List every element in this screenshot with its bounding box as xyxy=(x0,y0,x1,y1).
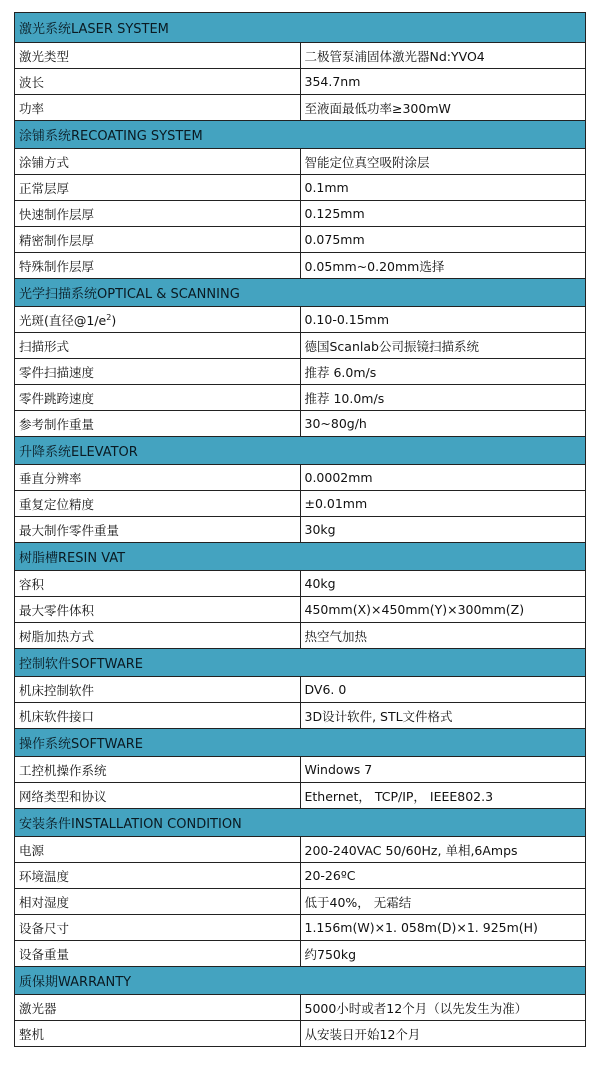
row-label: 环境温度 xyxy=(15,863,301,889)
row-value: DV6. 0 xyxy=(300,677,586,703)
row-label-suffix: ) xyxy=(111,312,117,328)
table-row xyxy=(15,995,586,1021)
row-value: 从安装日开始12个月 xyxy=(300,1021,586,1047)
table-row xyxy=(15,757,586,783)
row-value: 热空气加热 xyxy=(300,623,586,649)
section-header xyxy=(15,543,586,571)
section-title: 激光系统LASER SYSTEM xyxy=(15,13,586,43)
spec-table xyxy=(14,12,586,1047)
row-label: 快速制作层厚 xyxy=(15,201,301,227)
section-header xyxy=(15,967,586,995)
row-value: 200-240VAC 50/60Hz, 单相,6Amps xyxy=(300,837,586,863)
row-value: 智能定位真空吸附涂层 xyxy=(300,149,586,175)
row-value: 0.125mm xyxy=(300,201,586,227)
row-label xyxy=(15,307,301,333)
row-value: 40kg xyxy=(300,571,586,597)
row-value: 30kg xyxy=(300,517,586,543)
row-label: 机床控制软件 xyxy=(15,677,301,703)
row-label: 零件跳跨速度 xyxy=(15,385,301,411)
row-label: 垂直分辨率 xyxy=(15,465,301,491)
table-row xyxy=(15,703,586,729)
table-row xyxy=(15,465,586,491)
row-label: 相对湿度 xyxy=(15,889,301,915)
table-row xyxy=(15,783,586,809)
row-value: 至液面最低功率≥300mW xyxy=(300,95,586,121)
row-label: 电源 xyxy=(15,837,301,863)
row-value: ±0.01mm xyxy=(300,491,586,517)
row-value: 推荐 6.0m/s xyxy=(300,359,586,385)
row-label: 激光器 xyxy=(15,995,301,1021)
row-value: 推荐 10.0m/s xyxy=(300,385,586,411)
row-value: 约750kg xyxy=(300,941,586,967)
row-value: Windows 7 xyxy=(300,757,586,783)
table-row xyxy=(15,677,586,703)
table-row xyxy=(15,175,586,201)
table-row xyxy=(15,307,586,333)
row-label-text: 光斑(直径@1/e xyxy=(19,312,107,328)
section-header xyxy=(15,809,586,837)
section-header xyxy=(15,121,586,149)
table-row xyxy=(15,95,586,121)
row-label: 零件扫描速度 xyxy=(15,359,301,385)
table-row xyxy=(15,227,586,253)
row-value: 450mm(X)×450mm(Y)×300mm(Z) xyxy=(300,597,586,623)
row-value: 0.0002mm xyxy=(300,465,586,491)
section-title: 光学扫描系统OPTICAL & SCANNING xyxy=(15,279,586,307)
section-title: 涂铺系统RECOATING SYSTEM xyxy=(15,121,586,149)
row-label: 容积 xyxy=(15,571,301,597)
table-row xyxy=(15,623,586,649)
table-row xyxy=(15,385,586,411)
row-label: 特殊制作层厚 xyxy=(15,253,301,279)
section-title: 控制软件SOFTWARE xyxy=(15,649,586,677)
section-header xyxy=(15,729,586,757)
table-row xyxy=(15,411,586,437)
table-row xyxy=(15,837,586,863)
table-row xyxy=(15,201,586,227)
row-label: 参考制作重量 xyxy=(15,411,301,437)
section-title: 质保期WARRANTY xyxy=(15,967,586,995)
section-title: 升降系统ELEVATOR xyxy=(15,437,586,465)
section-title: 操作系统SOFTWARE xyxy=(15,729,586,757)
section-title: 安装条件INSTALLATION CONDITION xyxy=(15,809,586,837)
table-row xyxy=(15,333,586,359)
row-label: 功率 xyxy=(15,95,301,121)
row-label: 最大制作零件重量 xyxy=(15,517,301,543)
section-header xyxy=(15,437,586,465)
row-value: 3D设计软件, STL文件格式 xyxy=(300,703,586,729)
row-value: 低于40%， 无霜结 xyxy=(300,889,586,915)
row-label: 激光类型 xyxy=(15,43,301,69)
row-label: 设备重量 xyxy=(15,941,301,967)
row-label: 波长 xyxy=(15,69,301,95)
row-value: 5000小时或者12个月（以先发生为准） xyxy=(300,995,586,1021)
table-row xyxy=(15,941,586,967)
row-value: 1.156m(W)×1. 058m(D)×1. 925m(H) xyxy=(300,915,586,941)
section-header xyxy=(15,13,586,43)
row-value: 20-26ºC xyxy=(300,863,586,889)
table-row xyxy=(15,253,586,279)
table-row xyxy=(15,1021,586,1047)
table-row xyxy=(15,43,586,69)
row-label: 扫描形式 xyxy=(15,333,301,359)
row-label: 工控机操作系统 xyxy=(15,757,301,783)
row-value: 二极管泵浦固体激光器Nd:YVO4 xyxy=(300,43,586,69)
table-row xyxy=(15,517,586,543)
row-value: 30~80g/h xyxy=(300,411,586,437)
table-row xyxy=(15,597,586,623)
row-label: 正常层厚 xyxy=(15,175,301,201)
table-row xyxy=(15,889,586,915)
table-row xyxy=(15,863,586,889)
table-row xyxy=(15,571,586,597)
row-label: 机床软件接口 xyxy=(15,703,301,729)
row-value: 德国Scanlab公司振镜扫描系统 xyxy=(300,333,586,359)
row-value: 0.075mm xyxy=(300,227,586,253)
row-value: 0.10-0.15mm xyxy=(300,307,586,333)
table-row xyxy=(15,359,586,385)
row-value: 354.7nm xyxy=(300,69,586,95)
row-label: 整机 xyxy=(15,1021,301,1047)
table-row xyxy=(15,491,586,517)
section-header xyxy=(15,279,586,307)
row-label: 网络类型和协议 xyxy=(15,783,301,809)
row-label: 树脂加热方式 xyxy=(15,623,301,649)
section-header xyxy=(15,649,586,677)
row-label: 设备尺寸 xyxy=(15,915,301,941)
superscript: 2 xyxy=(106,312,112,322)
row-value: Ethernet， TCP/IP， IEEE802.3 xyxy=(300,783,586,809)
section-title: 树脂槽RESIN VAT xyxy=(15,543,586,571)
row-label: 重复定位精度 xyxy=(15,491,301,517)
table-row xyxy=(15,915,586,941)
row-value: 0.1mm xyxy=(300,175,586,201)
row-label: 涂铺方式 xyxy=(15,149,301,175)
table-row xyxy=(15,149,586,175)
row-label: 最大零件体积 xyxy=(15,597,301,623)
row-label: 精密制作层厚 xyxy=(15,227,301,253)
table-row xyxy=(15,69,586,95)
row-value: 0.05mm~0.20mm选择 xyxy=(300,253,586,279)
